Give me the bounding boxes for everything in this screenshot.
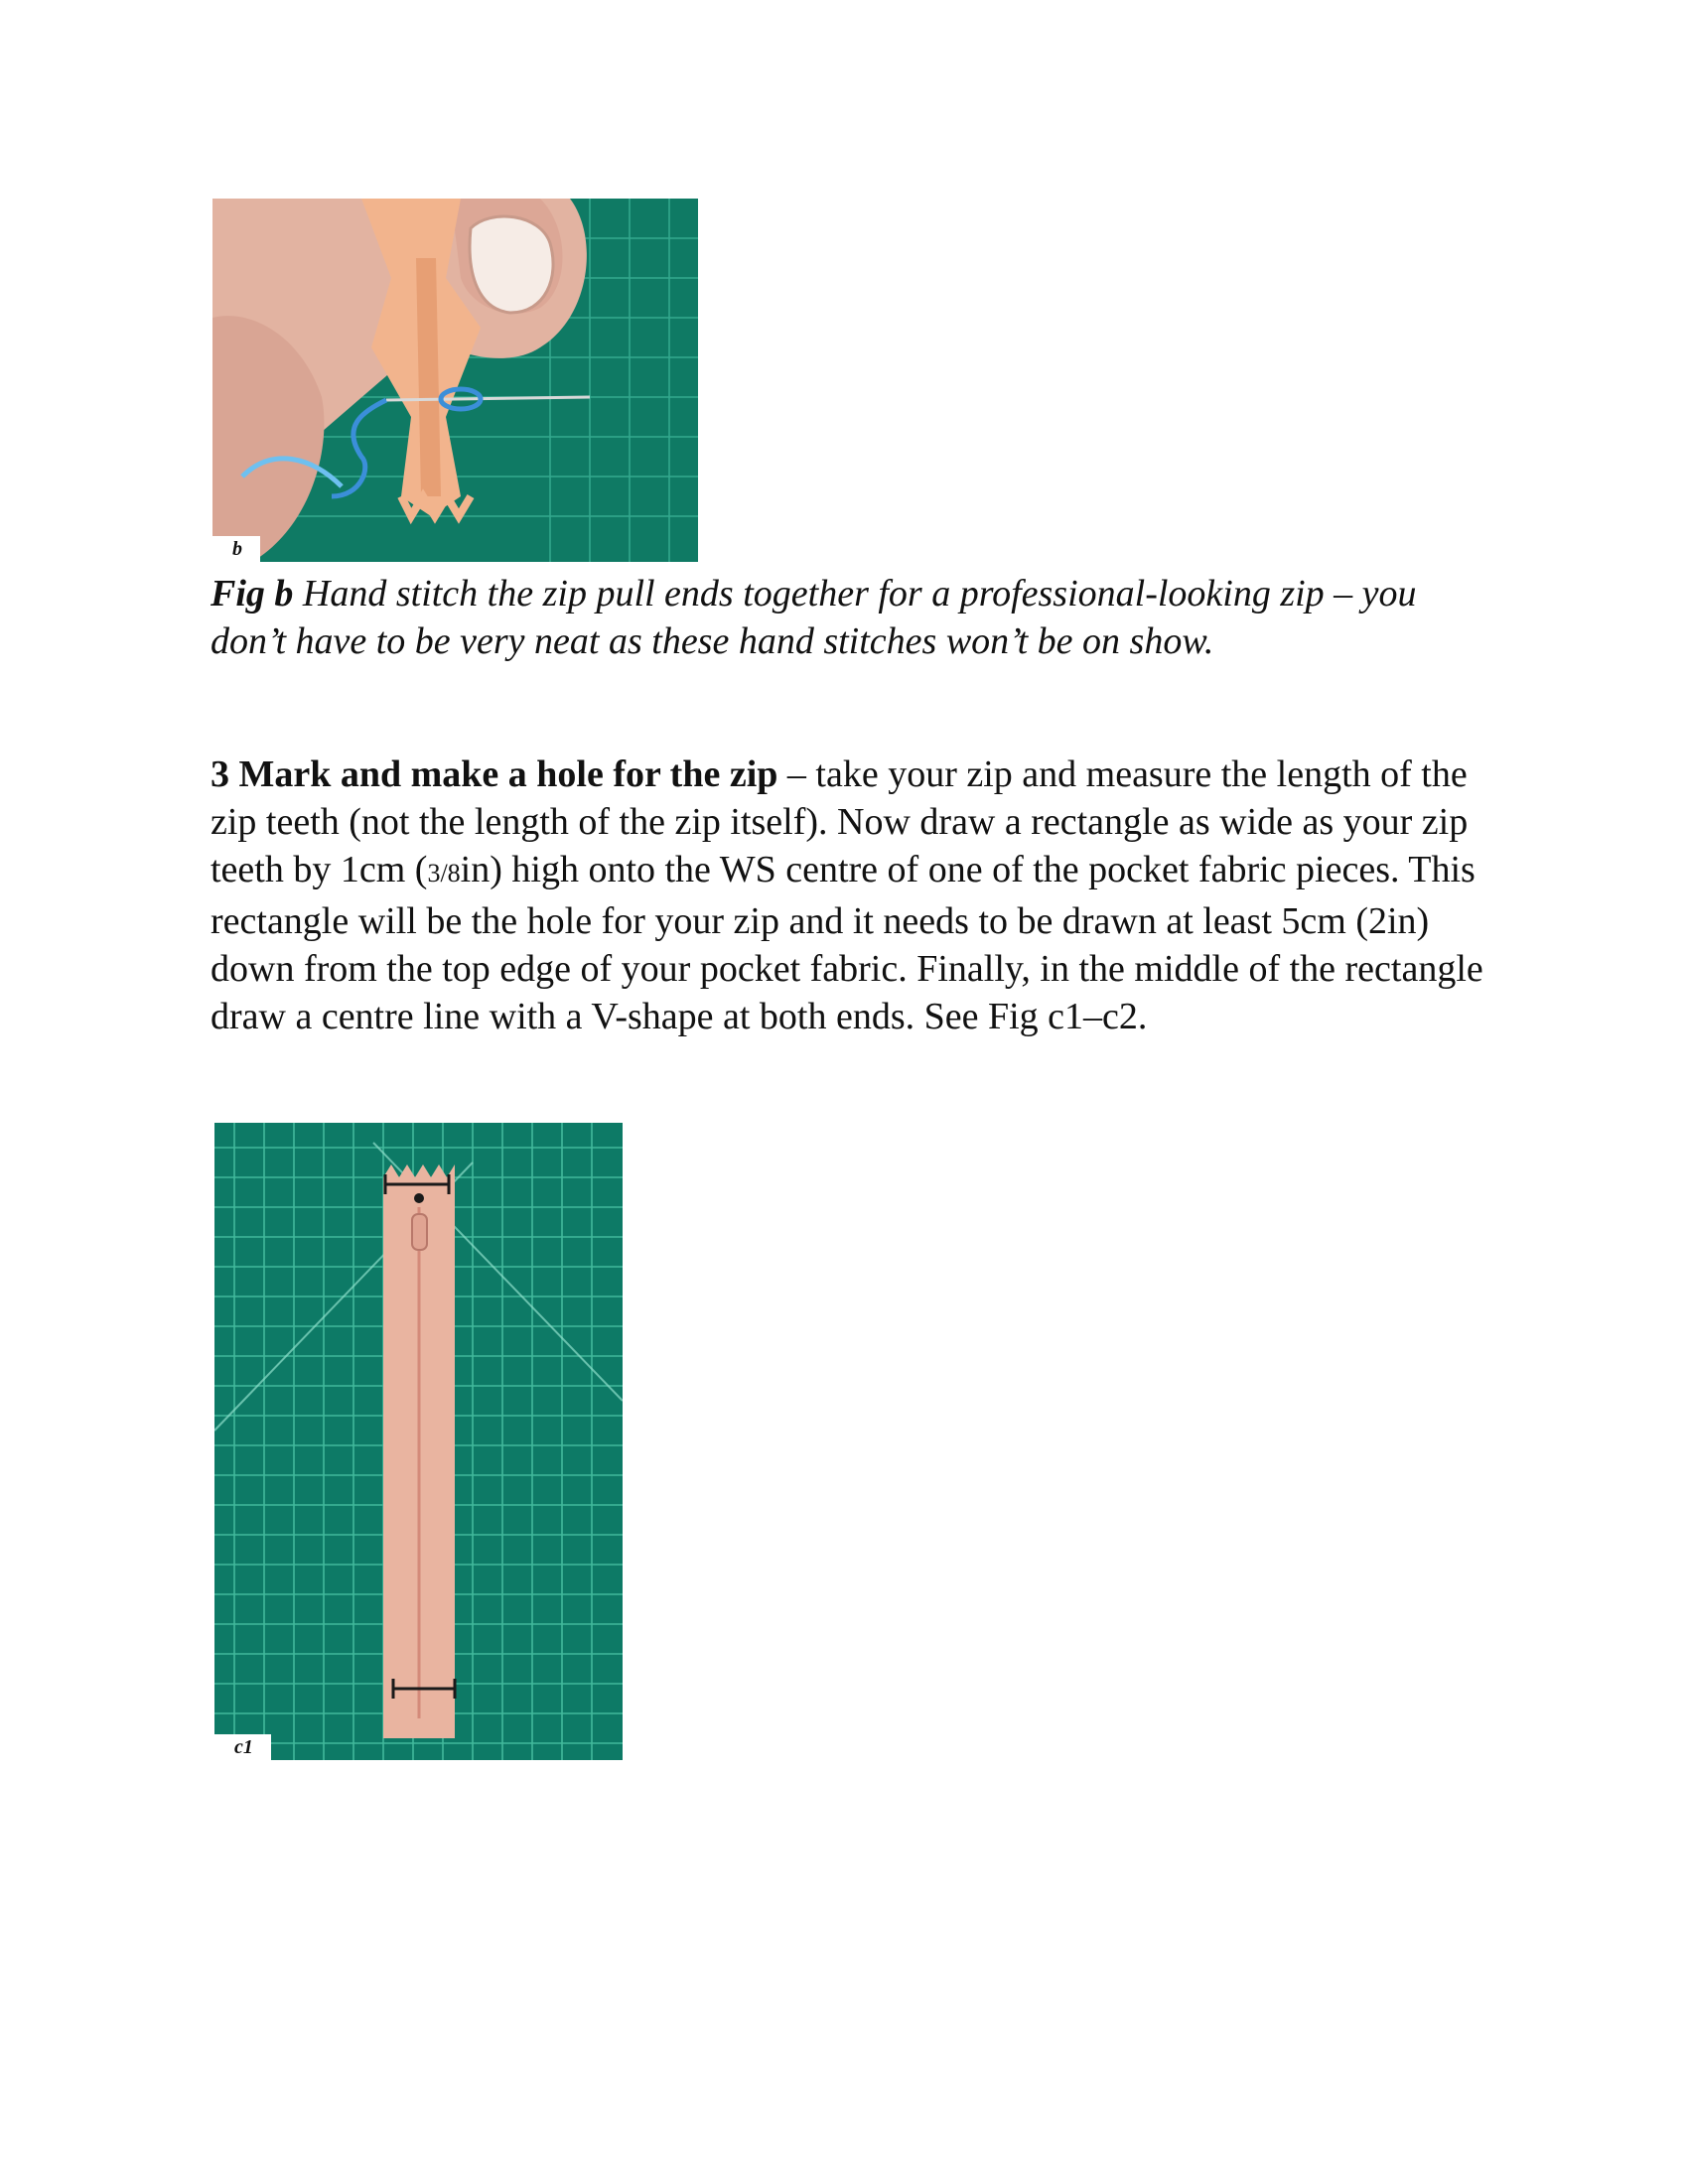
zip-stitching-illustration bbox=[212, 199, 698, 562]
figure-b-photo bbox=[212, 199, 698, 562]
figure-c1-photo bbox=[214, 1123, 623, 1760]
step-3-fraction: 3/8 bbox=[427, 859, 461, 887]
step-3-text-2: in) high onto the WS centre of one of the pocket fabric pieces. This rectangle will be the hole for your zip and it needs to be drawn at least 5cm (2in) down from the top edge of your pocket fabric. Finally, in the middle of the rectangle draw a centre line with a V-shape at both ends. See Fig c1–c2. bbox=[211, 849, 1483, 1037]
caption-text: Hand stitch the zip pull ends together for a professional-looking zip – you don’t have to be very neat as these hand stitches won’t be on show. bbox=[211, 573, 1417, 662]
step-3-text-1: – take your zip and measure the length of the zip teeth (not the length of the zip itself). Now draw a rectangle as wide as your zip teeth by 1cm ( bbox=[211, 753, 1469, 890]
zip-on-cutting-mat-illustration bbox=[214, 1123, 623, 1760]
figure-c1-tag: c1 bbox=[214, 1734, 271, 1760]
step-3-paragraph bbox=[211, 751, 1501, 1040]
figure-b-tag: b bbox=[212, 536, 260, 562]
caption-label: Fig b bbox=[211, 573, 294, 614]
figure-b-caption bbox=[211, 570, 1501, 665]
step-3-heading: 3 Mark and make a hole for the zip bbox=[211, 753, 778, 795]
